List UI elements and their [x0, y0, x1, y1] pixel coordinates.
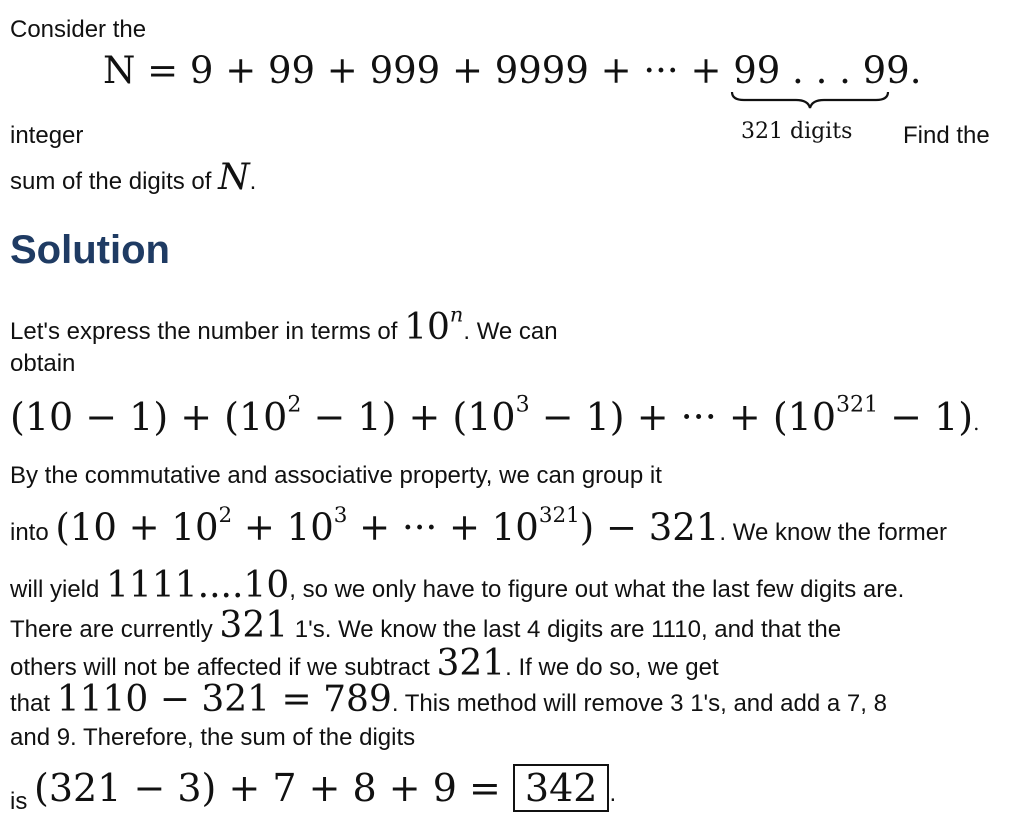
solution-paragraph-2: By the commutative and associative property, we can group it	[10, 462, 662, 489]
p4-math: 321	[219, 605, 289, 646]
is-text: is	[10, 788, 28, 815]
solution-paragraph-1-line2: obtain	[10, 350, 76, 377]
grouped-equation: ($10 + 10^2 + 10^3$ + ··· + $10^{321}) - 321$	[55, 502, 720, 549]
final-equation: (321 − 3) + 7 + 8 + 9 =	[34, 766, 513, 810]
p1-text: Let's express the number in terms of	[10, 318, 405, 345]
p3-math: 1111....10	[106, 565, 290, 606]
p2-tail: . We know the former	[719, 519, 948, 546]
solution-paragraph-5: others will not be affected if we subtract 321. If we do so, we get	[10, 643, 719, 684]
equation-nines: 99 . . . 99	[733, 49, 910, 92]
solution-paragraph-4: There are currently 321 1's. We know the last 4 digits are 1110, and that the	[10, 605, 842, 646]
p6-math: 1110 − 321 = 789	[56, 679, 392, 720]
solution-paragraph-6: that 1110 − 321 = 789. This method will remove 3 1's, and add a 7, 8	[10, 679, 887, 720]
problem-question	[10, 158, 256, 202]
solution-paragraph-3: will yield 1111....10, so we only have to figure out what the last few digits are.	[10, 565, 905, 606]
into-text: into	[10, 519, 49, 546]
p1-tail: . We can	[463, 318, 558, 345]
final-period: .	[609, 780, 617, 807]
question-text: sum of the digits of	[10, 168, 212, 195]
solution-paragraph-7: and 9. Therefore, the sum of the digits	[10, 724, 416, 751]
answer-box: 342	[513, 764, 610, 812]
question-variable: N	[218, 157, 250, 198]
problem-find-label: Find the	[903, 122, 990, 149]
problem-equation	[103, 48, 921, 94]
solution-heading: Solution	[10, 228, 170, 272]
problem-intro: Consider the	[10, 16, 147, 43]
solution-paragraph-2-line2	[10, 504, 947, 557]
solution-paragraph-1	[10, 302, 558, 354]
problem-integer-label: integer	[10, 122, 84, 149]
underbrace-icon	[730, 90, 890, 110]
p5-math: 321	[436, 643, 506, 684]
solution-final-line	[10, 760, 616, 822]
p1-math: 10$^n$	[404, 302, 464, 348]
expansion-equation: $(10 - 1) + (10^2 - 1) + (10^3 - 1)$ + ··· + $(10^{321} - 1)$.	[10, 392, 980, 439]
equation-sum: N = 9 + 99 + 999 + 9999 + ··· +	[103, 49, 734, 92]
equation-period: .	[909, 49, 922, 92]
brace-label: 321 digits	[741, 119, 853, 144]
question-period: .	[249, 168, 257, 195]
